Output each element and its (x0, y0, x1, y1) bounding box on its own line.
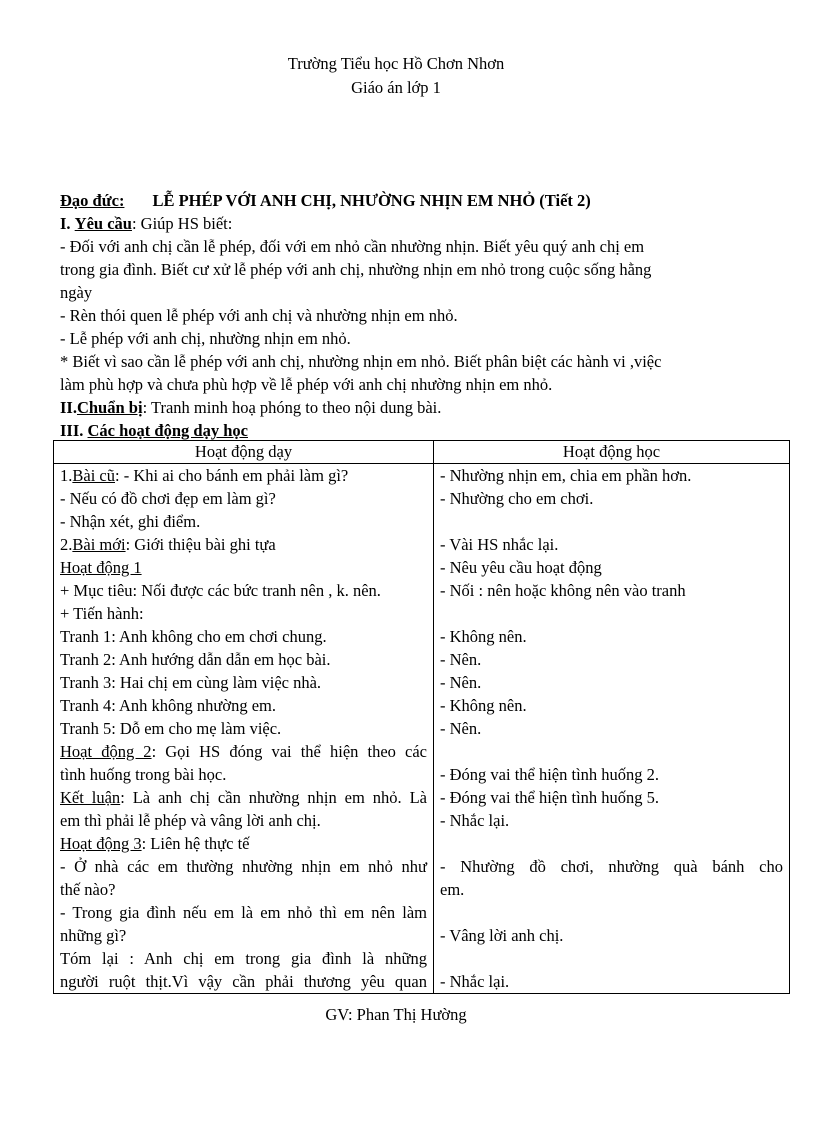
text-line: - Ở nhà các em thường nhường nhịn em nhỏ như (60, 857, 427, 876)
text-line: Tranh 4: Anh không nhường em. (60, 696, 276, 715)
text-line: những gì? (60, 926, 127, 945)
section-preparation (60, 396, 760, 419)
text-line: Tóm lại : Anh chị em trong gia đình là những (60, 949, 427, 968)
requirement-line: ngày (60, 283, 93, 302)
cell-line (440, 947, 783, 970)
cell-line (440, 510, 783, 533)
text-line: - Vài HS nhắc lại. (440, 535, 559, 554)
cell-line (440, 832, 783, 855)
requirement-line: - Lễ phép với anh chị, nhường nhịn em nhỏ. (60, 329, 351, 348)
text-line: em. (440, 880, 465, 899)
text-line: : Liên hệ thực tế (141, 834, 250, 853)
cell-line (60, 533, 427, 556)
cell-line (60, 464, 427, 487)
text-line: + Tiến hành: (60, 604, 144, 623)
text-line: - Đóng vai thể hiện tình huống 2. (440, 765, 660, 784)
requirement-line: làm phù hợp và chưa phù hợp về lễ phép với anh chị nhường nhịn em nhỏ. (60, 375, 553, 394)
text-line: - Nhường cho em chơi. (440, 489, 594, 508)
page-header (0, 52, 792, 100)
text-line: - Nên. (440, 650, 482, 669)
student-activities-header: Hoạt động học (434, 441, 790, 464)
text-line: em thì phải lễ phép và vâng lời anh chị. (60, 811, 321, 830)
text-line: Bài mới (72, 535, 126, 554)
text-line: III. (60, 421, 84, 440)
text-line: - Nêu yêu cầu hoạt động (440, 558, 602, 577)
text-line: - Nhắc lại. (440, 972, 510, 991)
lesson-plan-label: Giáo án lớp 1 (351, 78, 441, 97)
text-line: : - Khi ai cho bánh em phải làm gì? (115, 466, 349, 485)
cell-line (440, 901, 783, 924)
cell-line (60, 740, 427, 763)
text-line: : Là anh chị cần nhường nhịn em nhỏ. Là (120, 788, 427, 807)
requirement-line: - Rèn thói quen lễ phép với anh chị và nhường nhịn em nhỏ. (60, 306, 458, 325)
activities-heading: Các hoạt động dạy học (87, 421, 248, 440)
teacher-activities-header: Hoạt động dạy (54, 441, 434, 464)
text-line: - Nếu có đồ chơi đẹp em làm gì? (60, 489, 276, 508)
text-line: thế nào? (60, 880, 116, 899)
text-line: - Nhận xét, ghi điểm. (60, 512, 201, 531)
lesson-body (60, 189, 760, 442)
text-line: tình huống trong bài học. (60, 765, 227, 784)
text-line: người ruột thịt.Vì vậy cần phải thương yêu quan (60, 972, 427, 991)
text-line: - Đóng vai thể hiện tình huống 5. (440, 788, 660, 807)
cell-line (440, 740, 783, 763)
cell-line (60, 832, 427, 855)
text-line: - Nên. (440, 719, 482, 738)
subject-line (60, 189, 760, 212)
requirement-line: trong gia đình. Biết cư xử lễ phép với anh chị, nhường nhịn em nhỏ trong cuộc sống hằng (60, 260, 652, 279)
text-line: - Trong gia đình nếu em là em nhỏ thì em nên làm (60, 903, 427, 922)
text-line: - Nên. (440, 673, 482, 692)
table-header-row (54, 441, 790, 464)
teacher-signature: GV: Phan Thị Hường (325, 1005, 467, 1024)
text-line: - Nhường đồ chơi, nhường quà bánh cho (440, 857, 783, 876)
cell-line (60, 556, 427, 579)
section-requirements-heading (60, 212, 760, 235)
text-line: 2. (60, 535, 73, 554)
lesson-title: LỄ PHÉP VỚI ANH CHỊ, NHƯỜNG NHỊN EM NHỎ (Tiết 2) (152, 191, 591, 210)
text-line: Bài cũ (72, 466, 115, 485)
text-line: Tranh 1: Anh không cho em chơi chung. (60, 627, 327, 646)
section-activities-heading (60, 419, 760, 442)
activities-table (53, 440, 790, 994)
text-line: Hoạt động 1 (60, 558, 142, 577)
text-line: 1. (60, 466, 73, 485)
cell-line (60, 786, 427, 809)
text-line: : Gọi HS đóng vai thể hiện theo các (151, 742, 428, 761)
text-line: Hoạt động 3 (60, 834, 142, 853)
text-line: I. (60, 214, 71, 233)
subject-label: Đạo đức: (60, 191, 125, 210)
preparation-heading: Chuẩn bị (76, 398, 143, 417)
text-line: Tranh 5: Dỗ em cho mẹ làm việc. (60, 719, 282, 738)
teacher-activities-cell (54, 464, 434, 994)
text-line: + Mục tiêu: Nối được các bức tranh nên , k. nên. (60, 581, 381, 600)
text-line: - Nhường nhịn em, chia em phần hơn. (440, 466, 692, 485)
student-activities-cell (434, 464, 790, 994)
text-line: Tranh 3: Hai chị em cùng làm việc nhà. (60, 673, 322, 692)
requirement-line: * Biết vì sao cần lễ phép với anh chị, nhường nhịn em nhỏ. Biết phân biệt các hành vi ,việc (60, 352, 662, 371)
text-line: : Giới thiệu bài ghi tựa (125, 535, 276, 554)
text-line: : Tranh minh hoạ phóng to theo nội dung bài. (142, 398, 442, 417)
text-line: - Nối : nên hoặc không nên vào tranh (440, 581, 686, 600)
text-line: - Không nên. (440, 627, 527, 646)
cell-line (440, 602, 783, 625)
requirements-heading: Yêu cầu (74, 214, 132, 233)
text-line: Tranh 2: Anh hướng dẫn dẫn em học bài. (60, 650, 331, 669)
text-line: - Vâng lời anh chị. (440, 926, 564, 945)
text-line: : Giúp HS biết: (131, 214, 233, 233)
text-line: Hoạt động 2 (60, 742, 152, 761)
requirement-line: - Đối với anh chị cần lễ phép, đối với em nhỏ cần nhường nhịn. Biết yêu quý anh chị em (60, 237, 645, 256)
text-line: Kết luận (60, 788, 121, 807)
table-row (54, 464, 790, 994)
text-line: - Nhắc lại. (440, 811, 510, 830)
text-line: II. (60, 398, 77, 417)
school-name: Trường Tiểu học Hồ Chơn Nhơn (287, 54, 505, 73)
text-line: - Không nên. (440, 696, 527, 715)
